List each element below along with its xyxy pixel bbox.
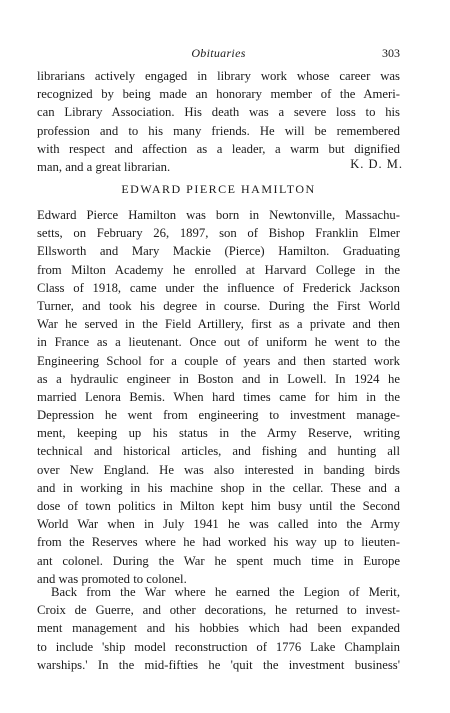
text-line: ment management and his hobbies which had been expanded [37,621,400,636]
text-line: librarians actively engaged in library work whose career was [37,69,400,83]
running-title: Obituaries [191,46,246,60]
page-number: 303 [382,46,400,60]
text-line: can Library Association. His death was a severe loss to his [37,105,400,120]
paragraph-postwar [37,583,400,674]
text-line: profession and to his many friends. He will be remembered [37,123,400,138]
text-line: setts, on February 26, 1897, son of Bishop Franklin Elmer [37,226,400,241]
text-line: Depression he went from engineering to investment manage- [37,408,400,423]
text-line: technical and historical articles, and fishing and hunting all [37,444,400,459]
text-line: in France as a lieutenant. Once out of uniform he went to the [37,335,400,350]
text-line: over New England. He was also interested in banding birds [37,462,400,477]
text-line: dose of town politics in Milton kept him busy until the Second [37,499,400,513]
paragraph-biography [37,206,400,588]
text-line: Edward Pierce Hamilton was born in Newtonville, Massachu- [37,208,400,222]
text-line: Turner, and took his degree in course. During the First World [37,298,400,313]
text-line: and was promoted to colonel. [37,571,187,586]
text-line: Croix de Guerre, and other decorations, he returned to invest- [37,603,400,618]
text-line: Ellsworth and Mary Mackie (Pierce) Hamilton. Graduating [37,244,400,259]
text-line: to include 'ship model reconstruction of 1776 Lake Champlain [37,639,400,654]
text-line: as a hydraulic engineer in Boston and in Lowell. In 1924 he [37,371,400,386]
text-line: ant colonel. During the War he spent much time in Europe [37,553,400,568]
text-line: from Milton Academy he enrolled at Harvard College in the [37,262,400,277]
paragraph-continued [37,67,400,176]
text-line: married Lenora Bemis. When hard times came for him in the [37,389,400,404]
text-line: ment, keeping up his status in the Army Reserve, writing [37,426,400,441]
text-line: Engineering School for a couple of years and then started work [37,353,400,368]
author-initials: K. D. M. [350,157,403,171]
text-line: warships.' In the mid-fifties he 'quit the investment business' [37,657,400,672]
text-line: man, and a great librarian. [37,159,171,174]
obituary-heading: EDWARD PIERCE HAMILTON [121,182,316,196]
text-line: War he served in the Field Artillery, first as a private and then [37,317,400,332]
text-line: and in working in his machine shop in the cellar. These and a [37,480,400,495]
text-line: with respect and affection as a leader, a warm but dignified [37,141,400,156]
text-line: World War when in July 1941 he was called into the Army [37,517,400,532]
running-head [37,46,400,62]
text-line: Back from the War where he earned the Legion of Merit, [51,585,400,599]
text-line: Class of 1918, came under the influence of Frederick Jackson [37,280,400,295]
text-line: from the Reserves where he had worked his way up to lieuten- [37,535,400,550]
text-line: recognized by being made an honorary member of the Ameri- [37,87,400,102]
